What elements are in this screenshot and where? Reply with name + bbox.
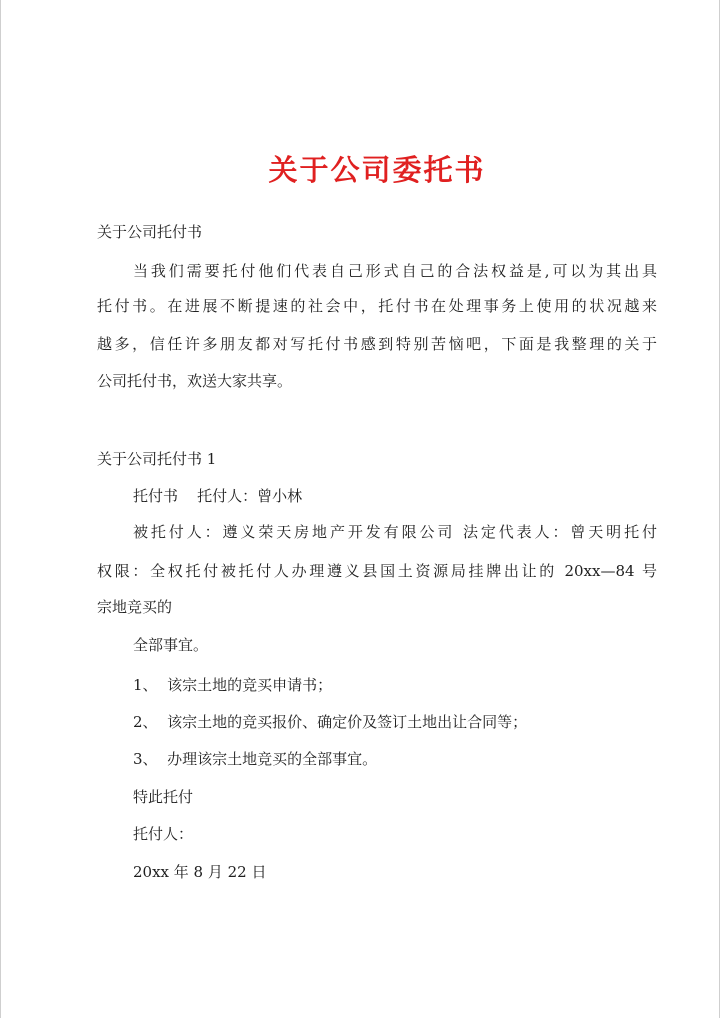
special-note: 特此托付 <box>133 788 194 806</box>
intro-paragraph-line: 越多，信任许多朋友都对写托付书感到特别苦恼吧，下面是我整理的关于 <box>97 335 657 353</box>
agent-paragraph-line: 被托付人：遵义荣天房地产开发有限公司 法定代表人：曾天明托付 <box>133 523 657 541</box>
intro-paragraph-line: 托付书。在进展不断提速的社会中，托付书在处理事务上使用的状况越来 <box>97 297 657 315</box>
list-item: 2、 该宗土地的竞买报价、确定价及签订土地出让合同等； <box>133 713 528 731</box>
section-heading-intro: 关于公司托付书 <box>97 223 203 241</box>
section-heading-letter-1: 关于公司托付书 1 <box>97 450 217 468</box>
agent-paragraph-line: 权限：全权托付被托付人办理遵义县国土资源局挂牌出让的 20xx—84 号 <box>97 562 657 580</box>
intro-paragraph-line: 公司托付书，欢送大家共享。 <box>97 372 293 390</box>
list-item: 1、 该宗土地的竞买申请书； <box>133 676 333 694</box>
signer-label: 托付人： <box>133 825 194 843</box>
document-date: 20xx 年 8 月 22 日 <box>133 863 267 881</box>
intro-paragraph-line: 当我们需要托付他们代表自己形式自己的合法权益是,可以为其出具 <box>133 262 657 280</box>
list-item: 3、 办理该宗土地竞买的全部事宜。 <box>133 750 378 768</box>
principal-line: 托付书 托付人：曾小林 <box>133 487 303 505</box>
document-title: 关于公司委托书 <box>268 153 486 187</box>
agent-paragraph-line: 宗地竞买的 <box>97 598 173 616</box>
all-matters-line: 全部事宜。 <box>133 636 209 654</box>
